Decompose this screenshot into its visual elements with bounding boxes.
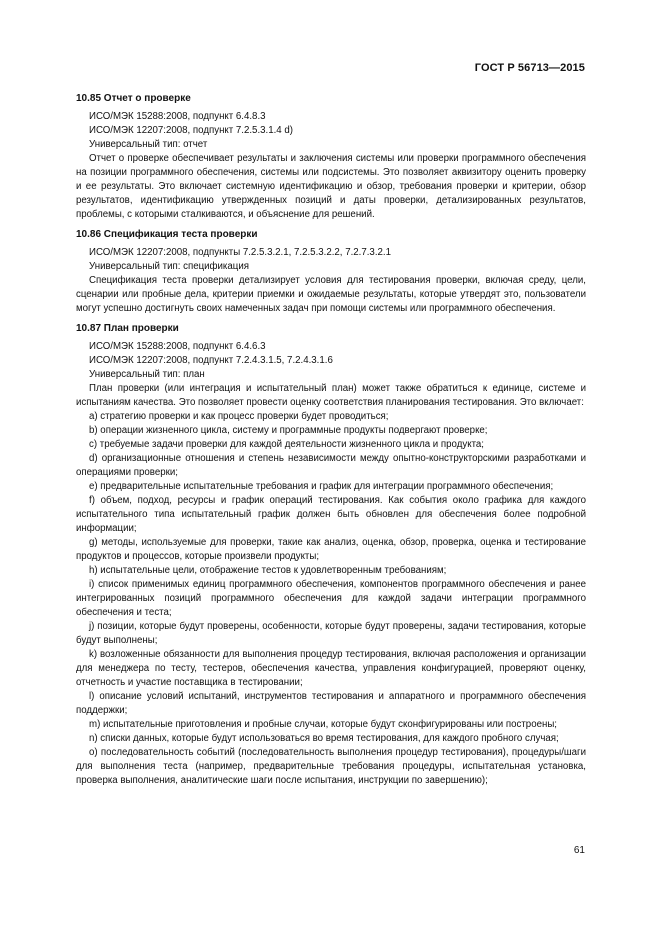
- reference-line: Универсальный тип: план: [89, 369, 205, 380]
- list-item: h) испытательные цели, отображение тестов к удовлетворенным требованиям;: [89, 565, 447, 576]
- section-title: 10.87 План проверки: [76, 323, 179, 334]
- reference-line: ИСО/МЭК 15288:2008, подпункт 6.4.8.3: [89, 111, 266, 122]
- section-body: Спецификация теста проверки детализирует условия для тестирования проверки, включая среду, цели, сценарии или пробные дела, критерии приемки и ожидаемые результаты, которые утвердят это, пользователи могут успешно достигнуть своих намеченных задач при помощи системы или программного обеспечения.: [76, 275, 586, 314]
- section-10-86: [76, 228, 586, 316]
- reference-line: ИСО/МЭК 12207:2008, подпункт 7.2.5.3.1.4 d): [89, 125, 293, 136]
- list-item: k) возложенные обязанности для выполнения процедур тестирования, включая расположения и организации для менеджера по тесту, тестеров, обеспечения качества, управления конфигурацией, проверяют оценку, отчетность и участие поставщика в тестировании;: [76, 649, 586, 688]
- section-title: 10.86 Спецификация теста проверки: [76, 229, 258, 240]
- list-item: f) объем, подход, ресурсы и график операций тестирования. Как события около графика для каждого испытательного типа испытательный график должен быть обновлен для обеспечения более подробной информации;: [76, 495, 586, 534]
- list-item: e) предварительные испытательные требования и график для интеграции программного обеспечения;: [89, 481, 554, 492]
- list-item: j) позиции, которые будут проверены, особенности, которые будут проверены, задачи тестирования, которые будут выполнены;: [76, 621, 586, 646]
- reference-line: ИСО/МЭК 12207:2008, подпункт 7.2.4.3.1.5, 7.2.4.3.1.6: [89, 355, 333, 366]
- section-title: 10.85 Отчет о проверке: [76, 93, 191, 104]
- list-item: m) испытательные приготовления и пробные случаи, которые будут сконфигурированы или построены;: [89, 719, 557, 730]
- section-10-87: [76, 322, 586, 788]
- list-item: n) списки данных, которые будут использоваться во время тестирования, для каждого пробного случая;: [89, 733, 559, 744]
- reference-line: Универсальный тип: отчет: [89, 139, 208, 150]
- list-item: а) стратегию проверки и как процесс проверки будет проводиться;: [89, 411, 389, 422]
- reference-line: Универсальный тип: спецификация: [89, 261, 249, 272]
- list-item: i) список применимых единиц программного обеспечения, компонентов программного обеспечения и ранее интегрированных позиций программного обеспечения для каждой задачи интеграции программного обеспечения и теста;: [76, 579, 586, 618]
- reference-line: ИСО/МЭК 15288:2008, подпункт 6.4.6.3: [89, 341, 266, 352]
- list-item: g) методы, используемые для проверки, такие как анализ, оценка, обзор, проверка, оценка и тестирование продуктов и процессов, которые произвели продукты;: [76, 537, 586, 562]
- list-item: c) требуемые задачи проверки для каждой деятельности жизненного цикла и продукта;: [89, 439, 484, 450]
- page-number: 61: [573, 845, 585, 856]
- list-item: l) описание условий испытаний, инструментов тестирования и аппаратного и программного обеспечения поддержки;: [76, 691, 586, 716]
- section-10-85: [76, 92, 586, 222]
- section-body: План проверки (или интеграция и испытательный план) может также обратиться к единице, системе и испытаниям качества. Это позволяет провести оценку соответствия планирования тестирования. Это включает:: [76, 383, 586, 408]
- page-content: [76, 92, 586, 794]
- list-item: o) последовательность событий (последовательность выполнения процедур тестирования), процедуры/шаги для выполнения теста (например, предварительные требования процедуры, испытательная установка, проверка выполнения, аналитические шаги после испытания, инструкции по завершению);: [76, 747, 586, 786]
- reference-line: ИСО/МЭК 12207:2008, подпункты 7.2.5.3.2.1, 7.2.5.3.2.2, 7.2.7.3.2.1: [89, 247, 391, 258]
- list-item: d) организационные отношения и степень независимости между опытно-конструкторскими разработками и операциями проверки;: [76, 453, 586, 478]
- standard-header: ГОСТ Р 56713—2015: [474, 62, 585, 74]
- section-body: Отчет о проверке обеспечивает результаты и заключения системы или проверки программного обеспечения на позиции программного обеспечения, системы или подсистемы. Это позволяет аквизитору оценить проверку и ее результаты. Это включает системную идентификацию и обзор, требования проверки и критерии, обзор результатов, идентификацию утвержденных позиций и даты проверки, детализированных результатов, проблемы, с которыми сталкиваются, и объяснение для решений.: [76, 153, 586, 220]
- list-item: b) операции жизненного цикла, систему и программные продукты подвергают проверке;: [89, 425, 488, 436]
